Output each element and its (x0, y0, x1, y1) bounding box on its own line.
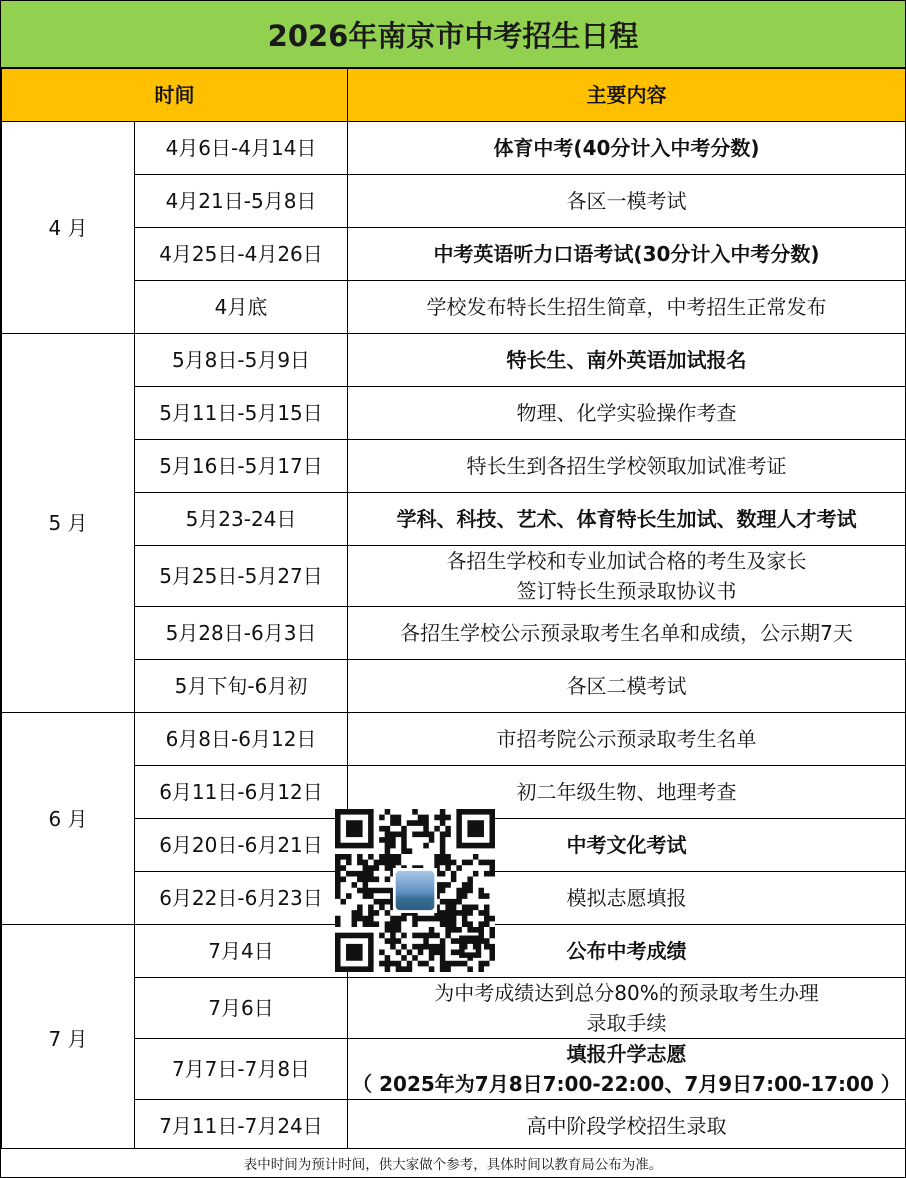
content-line: 高中阶段学校招生录取 (526, 1114, 727, 1138)
date-cell: 5月下旬-6月初 (135, 660, 348, 713)
content-cell (348, 978, 906, 1039)
date-cell: 6月20日-6月21日 (135, 819, 348, 872)
table-row (2, 660, 906, 713)
content-line: 中考英语听力口语考试(30分计入中考分数) (433, 242, 820, 266)
date-cell: 5月16日-5月17日 (135, 440, 348, 493)
table-row (2, 440, 906, 493)
table-row (2, 281, 906, 334)
date-cell: 7月7日-7月8日 (135, 1039, 348, 1100)
table-row (2, 1100, 906, 1153)
content-line: 填报升学志愿 (566, 1042, 687, 1066)
content-cell (348, 281, 906, 334)
content-line: 录取手续 (586, 1011, 667, 1035)
table-row (2, 607, 906, 660)
date-cell: 5月11日-5月15日 (135, 387, 348, 440)
month-label: 4 月 (2, 122, 135, 334)
date-cell: 6月22日-6月23日 (135, 872, 348, 925)
table-row (2, 546, 906, 607)
content-cell (348, 440, 906, 493)
content-cell (348, 713, 906, 766)
content-line: 为中考成绩达到总分80%的预录取考生办理 (434, 981, 819, 1005)
footer-note: 表中时间为预计时间，供大家做个参考，具体时间以教育局公布为准。 (1, 1148, 905, 1177)
content-line: 物理、化学实验操作考查 (516, 401, 737, 425)
table-row (2, 175, 906, 228)
schedule-body (2, 69, 906, 1153)
content-cell (348, 546, 906, 607)
content-line: 签订特长生预录取协议书 (516, 579, 737, 603)
date-cell: 6月11日-6月12日 (135, 766, 348, 819)
qr-code-graphic (335, 809, 495, 972)
table-row (2, 334, 906, 387)
table-row (2, 1039, 906, 1100)
content-line: 各区一模考试 (566, 189, 687, 213)
content-cell (348, 493, 906, 546)
content-line: 各招生学校公示预录取考生名单和成绩，公示期7天 (400, 621, 853, 645)
header-content: 主要内容 (348, 69, 906, 122)
date-cell: 4月6日-4月14日 (135, 122, 348, 175)
content-line: 各区二模考试 (566, 674, 687, 698)
date-cell: 7月6日 (135, 978, 348, 1039)
content-cell (348, 1039, 906, 1100)
schedule-table (1, 68, 906, 1153)
header-time: 时间 (2, 69, 348, 122)
page-title: 2026年南京市中考招生日程 (1, 1, 905, 68)
content-line: 初二年级生物、地理考查 (516, 780, 737, 804)
date-cell: 7月4日 (135, 925, 348, 978)
content-cell (348, 387, 906, 440)
content-line: 学校发布特长生招生简章，中考招生正常发布 (426, 295, 827, 319)
month-label: 6 月 (2, 713, 135, 925)
content-line: 学科、科技、艺术、体育特长生加试、数理人才考试 (396, 507, 857, 531)
content-cell (348, 175, 906, 228)
content-line: 市招考院公示预录取考生名单 (496, 727, 757, 751)
content-cell (348, 228, 906, 281)
table-header-row (2, 69, 906, 122)
table-row (2, 122, 906, 175)
content-cell (348, 607, 906, 660)
date-cell: 4月25日-4月26日 (135, 228, 348, 281)
date-cell: 5月28日-6月3日 (135, 607, 348, 660)
date-cell: 5月25日-5月27日 (135, 546, 348, 607)
content-cell (348, 334, 906, 387)
table-row (2, 713, 906, 766)
qr-code-icon (335, 809, 495, 972)
month-label: 7 月 (2, 925, 135, 1153)
qr-center-thumbnail (396, 871, 435, 910)
content-cell (348, 122, 906, 175)
table-row (2, 493, 906, 546)
content-line: 体育中考(40分计入中考分数) (493, 136, 760, 160)
table-row (2, 387, 906, 440)
date-cell: 5月23-24日 (135, 493, 348, 546)
content-line: 公布中考成绩 (566, 939, 687, 963)
content-line: 特长生、南外英语加试报名 (506, 348, 747, 372)
date-cell: 7月11日-7月24日 (135, 1100, 348, 1153)
content-line: 各招生学校和专业加试合格的考生及家长 (446, 549, 807, 573)
month-label: 5 月 (2, 334, 135, 713)
date-cell: 4月底 (135, 281, 348, 334)
content-line: 中考文化考试 (566, 833, 687, 857)
date-cell: 5月8日-5月9日 (135, 334, 348, 387)
content-cell (348, 1100, 906, 1153)
content-line: （ 2025年为7月8日7:00-22:00、7月9日7:00-17:00 ） (352, 1072, 901, 1096)
table-row (2, 978, 906, 1039)
date-cell: 4月21日-5月8日 (135, 175, 348, 228)
table-row (2, 228, 906, 281)
content-line: 模拟志愿填报 (566, 886, 687, 910)
date-cell: 6月8日-6月12日 (135, 713, 348, 766)
content-line: 特长生到各招生学校领取加试准考证 (466, 454, 787, 478)
content-cell (348, 660, 906, 713)
